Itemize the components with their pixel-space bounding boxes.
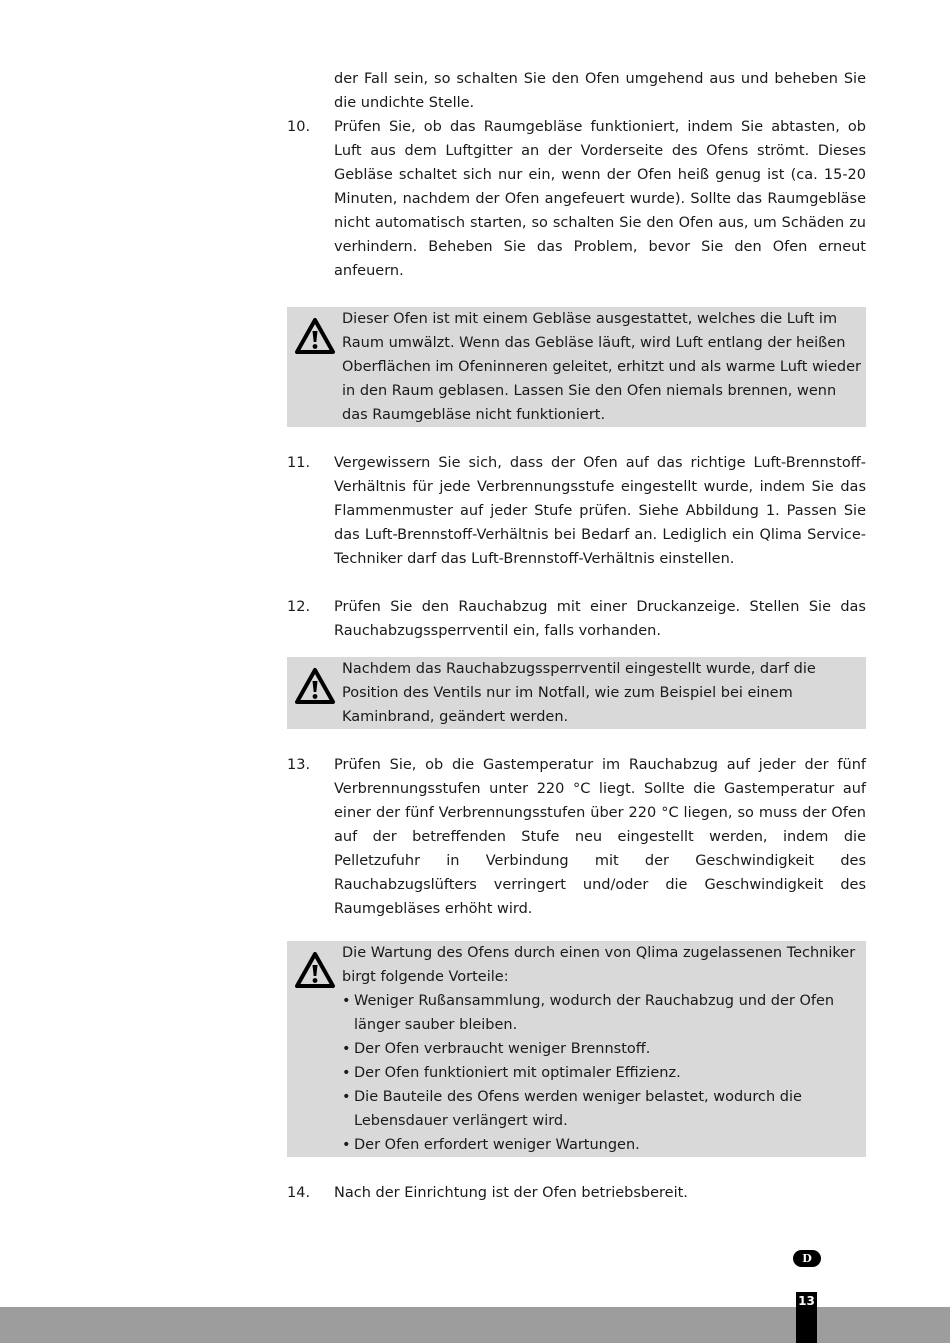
warning-icon-cell bbox=[287, 941, 342, 1157]
warning-triangle-icon bbox=[294, 317, 336, 355]
item-text: Prüfen Sie, ob das Raumgebläse funktioniert, indem Sie abtasten, ob Luft aus dem Luftgitter an der Vorderseite des Ofens strömt. Dieses Gebläse schaltet sich nur ein, wenn der Ofen heiß genug ist (ca. 15-20 Minuten, nachdem der Ofen angefeuert wurde). Sollte das Raumgebläse nicht automatisch starten, so schalten Sie den Ofen aus, um Schäden zu verhindern. Beheben Sie das Problem, bevor Sie den Ofen erneut anfeuern. bbox=[334, 119, 866, 279]
benefit-item: • Der Ofen erfordert weniger Wartungen. bbox=[342, 1133, 862, 1157]
item-number: 13. bbox=[287, 757, 311, 773]
item-text: Vergewissern Sie sich, dass der Ofen auf das richtige Luft-Brennstoff-Verhältnis für jede Verbrennungsstufe eingestellt wurde, indem Sie das Flammenmuster auf jeder Stufe prüfen. Siehe Abbildung 1. Passen Sie das Luft-Brennstoff-Verhältnis bei Bedarf an. Lediglich ein Qlima Service-Techniker darf das Luft-Brennstoff-Verhältnis einstellen. bbox=[334, 455, 866, 567]
warning-triangle-icon bbox=[294, 951, 336, 989]
warning-box-damper bbox=[287, 657, 866, 729]
warning-box-blower bbox=[287, 307, 866, 427]
warning-text: Dieser Ofen ist mit einem Gebläse ausgestattet, welches die Luft im Raum umwälzt. Wenn das Gebläse läuft, wird Luft entlang der heißen Oberflächen im Ofeninneren geleitet, erhitzt und als warme Luft wieder in den Raum geblasen. Lassen Sie den Ofen niemals brennen, wenn das Raumgebläse nicht funktioniert. bbox=[342, 311, 861, 423]
list-item-10 bbox=[287, 115, 866, 283]
item-text: Prüfen Sie, ob die Gastemperatur im Rauchabzug auf jeder der fünf Verbrennungsstufen unter 220 °C liegt. Sollte die Gastemperatur auf einer der fünf Verbrennungsstufen über 220 °C liegen, so muss der Ofen auf der betreffenden Stufe neu eingestellt werden, indem die Pelletzufuhr in Verbindung mit der Geschwindigkeit des Rauchabzugslüfters verringert und/oder die Geschwindigkeit des Raumgebläses erhöht wird. bbox=[334, 757, 866, 917]
list-item-12 bbox=[287, 595, 866, 643]
benefits-list bbox=[342, 989, 862, 1157]
page-content bbox=[287, 67, 866, 1205]
warning-box-maintenance bbox=[287, 941, 866, 1157]
item-text: Nach der Einrichtung ist der Ofen betriebsbereit. bbox=[334, 1185, 688, 1201]
benefit-item: • Der Ofen funktioniert mit optimaler Effizienz. bbox=[342, 1061, 862, 1085]
warning-text-cell bbox=[342, 307, 866, 427]
benefit-item: • Der Ofen verbraucht weniger Brennstoff. bbox=[342, 1037, 862, 1061]
warning-icon-cell bbox=[287, 307, 342, 427]
benefit-item: • Die Bauteile des Ofens werden weniger belastet, wodurch die Lebensdauer verlängert wird. bbox=[342, 1085, 862, 1133]
warning-triangle-icon bbox=[294, 667, 336, 705]
warning-intro: Die Wartung des Ofens durch einen von Qlima zugelassenen Techniker birgt folgende Vorteile: bbox=[342, 945, 856, 985]
item-text: Prüfen Sie den Rauchabzug mit einer Druckanzeige. Stellen Sie das Rauchabzugssperrventil ein, falls vorhanden. bbox=[334, 599, 866, 639]
list-item-14 bbox=[287, 1181, 866, 1205]
list-item-13 bbox=[287, 753, 866, 921]
warning-text-cell bbox=[342, 941, 866, 1157]
benefit-item: • Weniger Rußansammlung, wodurch der Rauchabzug und der Ofen länger sauber bleiben. bbox=[342, 989, 862, 1037]
item-number: 11. bbox=[287, 455, 311, 471]
item-number: 14. bbox=[287, 1185, 311, 1201]
item-number: 10. bbox=[287, 119, 311, 135]
warning-text: Nachdem das Rauchabzugssperrventil eingestellt wurde, darf die Position des Ventils nur im Notfall, wie zum Beispiel bei einem Kaminbrand, geändert werden. bbox=[342, 661, 816, 725]
warning-icon-cell bbox=[287, 657, 342, 729]
warning-text-cell bbox=[342, 657, 866, 729]
page-number: 13 bbox=[796, 1292, 817, 1343]
continuation-paragraph: der Fall sein, so schalten Sie den Ofen umgehend aus und beheben Sie die undichte Stelle. bbox=[334, 71, 866, 111]
language-badge: D bbox=[793, 1250, 821, 1267]
item-number: 12. bbox=[287, 599, 311, 615]
list-item-11 bbox=[287, 451, 866, 571]
